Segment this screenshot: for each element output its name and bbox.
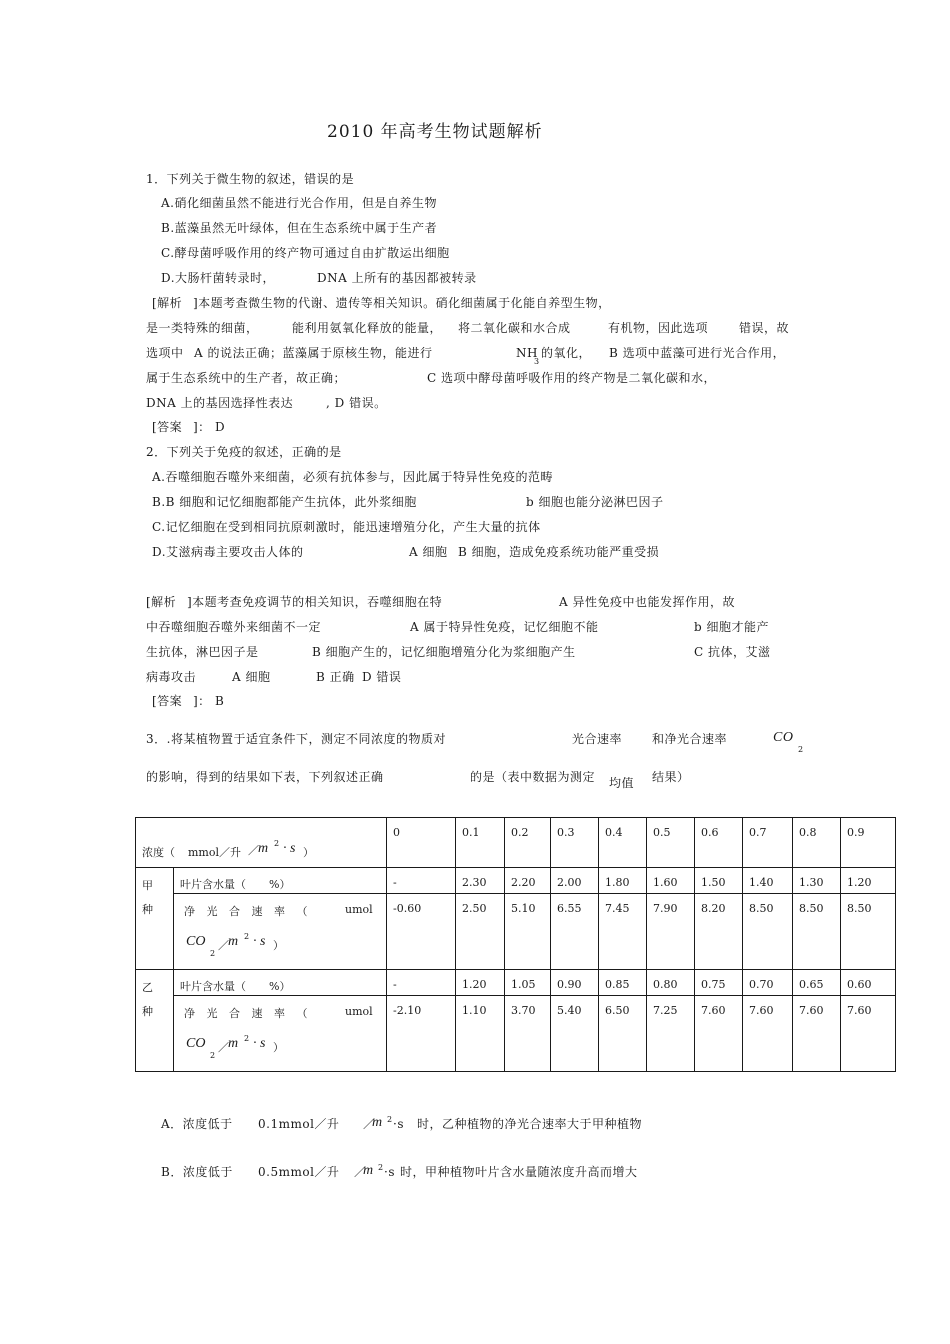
q1-explanation-line3a: 选项中 [146,346,184,360]
table-cell: 7.60 [695,996,743,1072]
q2-explanation-line2a: 中吞噬细胞吞噬外来细菌不一定 [146,620,322,634]
q2-answer-label: [答案 [152,694,183,708]
q1-answer-label: [答案 [152,420,183,434]
group-label-b: 乙 种 [136,970,174,1072]
col-header: 0.6 [695,818,743,868]
q2-explanation-label: [解析 [146,595,177,609]
table-cell: 1.20 [456,970,505,996]
q3-option-b-7: 时，甲种植物叶片含水量随浓度升高而增大 [400,1165,638,1179]
q1-explanation-line2a: 是一类特殊的细菌， [146,321,259,335]
table-cell: 3.70 [505,996,551,1072]
table-cell: 7.60 [793,996,841,1072]
data-table [135,817,896,1072]
table-header-label: 浓度（ mmol／升 ／ m 2 · s ） [136,818,387,868]
q3-stem-co2-subscript: 2 [798,745,804,754]
col-header: 0.9 [841,818,896,868]
q2-explanation-line2c: b 细胞才能产 [694,620,769,634]
q3-line2-c: 结果） [652,770,690,784]
row-label: 净 光 合 速 率 （ umol CO 2 ／ m 2 · s ） [174,894,387,970]
table-cell: 0.65 [793,970,841,996]
q1-explanation-nh3: NH [516,346,538,360]
row-label: 叶片含水量（ %） [174,868,387,894]
q1-explanation-line2c: 将二氧化碳和水合成 [458,321,571,335]
table-cell: -0.60 [387,894,456,970]
q1-option-c: C.酵母菌呼吸作用的终产物可通过自由扩散运出细胞 [161,246,450,260]
q1-explanation-line3c: 的氧化， [541,346,592,360]
q1-explanation-line2e: 错误，故 [739,321,790,335]
table-cell: 1.40 [743,868,793,894]
q1-option-d-rest: DNA 上所有的基因都被转录 [317,271,477,285]
table-cell: 1.80 [599,868,647,894]
table-cell: 0.60 [841,970,896,996]
q3-line2-d: 均值 [609,776,635,790]
table-cell: 0.70 [743,970,793,996]
table-cell: 1.05 [505,970,551,996]
table-cell: 8.20 [695,894,743,970]
table-cell: 7.60 [743,996,793,1072]
table-cell: 5.10 [505,894,551,970]
q2-option-d-mid: A 细胞 [409,545,448,559]
q3-option-a-3: ／ [363,1117,376,1131]
q1-explanation-line4a: 属于生态系统中的生产者，故正确； [146,371,347,385]
q1-option-a: A.硝化细菌虽然不能进行光合作用，但是自养生物 [161,196,437,210]
q3-option-b-2: 0.5mmol／升 [258,1165,340,1179]
q3-option-a-4: m [372,1115,383,1130]
q1-explanation-line3d: B 选项中蓝藻可进行光合作用， [609,346,786,360]
table-row-a-rate [136,894,896,970]
q3-option-b-4: m [363,1163,374,1178]
q2-answer: ]： B [193,694,225,708]
q1-explanation-line5b: , D 错误。 [326,396,387,410]
row-label: 叶片含水量（ %） [174,970,387,996]
table-cell: - [387,868,456,894]
q2-option-b-rest: b 细胞也能分泌淋巴因子 [526,495,664,509]
q3-option-a-7: 时，乙种植物的净光合速率大于甲种植物 [417,1117,643,1131]
col-header: 0.7 [743,818,793,868]
q3-line2-b: 的是（表中数据为测定 [470,770,596,784]
q1-explanation-line1: ]本题考查微生物的代谢、遗传等相关知识。硝化细菌属于化能自养型生物， [193,296,611,310]
q2-explanation-line4a: 病毒攻击 [146,670,197,684]
table-cell: 1.60 [647,868,695,894]
q3-line2-a: 的影响，得到的结果如下表，下列叙述正确 [146,770,384,784]
q3-stem-b: 光合速率 [572,732,623,746]
table-cell: 2.00 [551,868,599,894]
table-cell: 1.30 [793,868,841,894]
table-cell: 0.75 [695,970,743,996]
group-label-a: 甲 种 [136,868,174,970]
table-cell: 5.40 [551,996,599,1072]
q3-option-b-1: B．浓度低于 [161,1165,233,1179]
q3-option-b-6: ·s [384,1165,395,1179]
q2-option-d-rest: B 细胞，造成免疫系统功能严重受损 [458,545,660,559]
col-header: 0.2 [505,818,551,868]
q2-explanation-line4b: A 细胞 [232,670,271,684]
table-cell: -2.10 [387,996,456,1072]
q3-option-b-5: 2 [378,1163,384,1172]
q3-option-a-1: A．浓度低于 [161,1117,233,1131]
q1-stem: 1．下列关于微生物的叙述，错误的是 [146,172,355,186]
col-header: 0.3 [551,818,599,868]
q3-option-b-3: ／ [354,1165,367,1179]
col-header: 0 [387,818,456,868]
q3-stem-c: 和净光合速率 [652,732,728,746]
table-cell: 7.90 [647,894,695,970]
table-cell: 1.20 [841,868,896,894]
q2-explanation-line4d: D 错误 [362,670,402,684]
q3-option-a-6: ·s [393,1117,404,1131]
table-cell: 0.80 [647,970,695,996]
table-cell: 6.55 [551,894,599,970]
q2-explanation-line2b: A 属于特异性免疫，记忆细胞不能 [410,620,599,634]
q1-answer: ]： D [193,420,226,434]
q1-explanation-line5a: DNA 上的基因选择性表达 [146,396,294,410]
q1-explanation-label: [解析 [152,296,183,310]
page-title: 2010 年高考生物试题解析 [327,122,543,142]
row-label: 净 光 合 速 率 （ umol CO 2 ／ m 2 · s ） [174,996,387,1072]
q1-explanation-line2d: 有机物，因此选项 [608,321,709,335]
q1-option-d: D.大肠杆菌转录时， [161,271,276,285]
col-header: 0.5 [647,818,695,868]
q3-option-a-5: 2 [387,1115,393,1124]
q3-stem-co2: CO [773,730,794,745]
table-cell: 2.50 [456,894,505,970]
table-cell: 7.60 [841,996,896,1072]
q3-stem-a: 3．.将某植物置于适宜条件下，测定不同浓度的物质对 [146,732,446,746]
q2-explanation-line4c: B 正确 [316,670,355,684]
table-row-b-water [136,970,896,996]
q1-explanation-line3b: A 的说法正确；蓝藻属于原核生物，能进行 [194,346,433,360]
table-cell: 1.50 [695,868,743,894]
table-cell: 7.45 [599,894,647,970]
q2-explanation-line3c: C 抗体，艾滋 [694,645,771,659]
table-cell: 0.90 [551,970,599,996]
q1-explanation-line2b: 能利用氨氧化释放的能量， [292,321,443,335]
col-header: 0.8 [793,818,841,868]
table-cell: 8.50 [743,894,793,970]
table-cell: 2.30 [456,868,505,894]
table-cell: - [387,970,456,996]
q2-stem: 2．下列关于免疫的叙述，正确的是 [146,445,342,459]
q2-explanation-line1a: ]本题考查免疫调节的相关知识，吞噬细胞在特 [187,595,443,609]
q2-option-b: B.B 细胞和记忆细胞都能产生抗体，此外浆细胞 [152,495,417,509]
col-header: 0.1 [456,818,505,868]
q1-explanation-nh3-subscript: 3 [534,357,540,366]
q2-explanation-line3a: 生抗体，淋巴因子是 [146,645,259,659]
col-header: 0.4 [599,818,647,868]
table-cell: 2.20 [505,868,551,894]
table-cell: 1.10 [456,996,505,1072]
q2-explanation-line1b: A 异性免疫中也能发挥作用，故 [559,595,735,609]
q2-option-a: A.吞噬细胞吞噬外来细菌，必须有抗体参与，因此属于特异性免疫的范畴 [152,470,553,484]
q3-option-a-2: 0.1mmol／升 [258,1117,340,1131]
table-row-a-water [136,868,896,894]
q1-option-b: B.蓝藻虽然无叶绿体，但在生态系统中属于生产者 [161,221,438,235]
table-cell: 7.25 [647,996,695,1072]
table-row-b-rate [136,996,896,1072]
q2-explanation-line3b: B 细胞产生的，记忆细胞增殖分化为浆细胞产生 [312,645,576,659]
table-cell: 8.50 [793,894,841,970]
table-cell: 0.85 [599,970,647,996]
q2-option-c: C.记忆细胞在受到相同抗原刺激时，能迅速增殖分化，产生大量的抗体 [152,520,541,534]
table-cell: 6.50 [599,996,647,1072]
table-header-row [136,818,896,868]
q2-option-d: D.艾滋病毒主要攻击人体的 [152,545,304,559]
table-cell: 8.50 [841,894,896,970]
q1-explanation-line4b: C 选项中酵母菌呼吸作用的终产物是二氧化碳和水， [427,371,716,385]
